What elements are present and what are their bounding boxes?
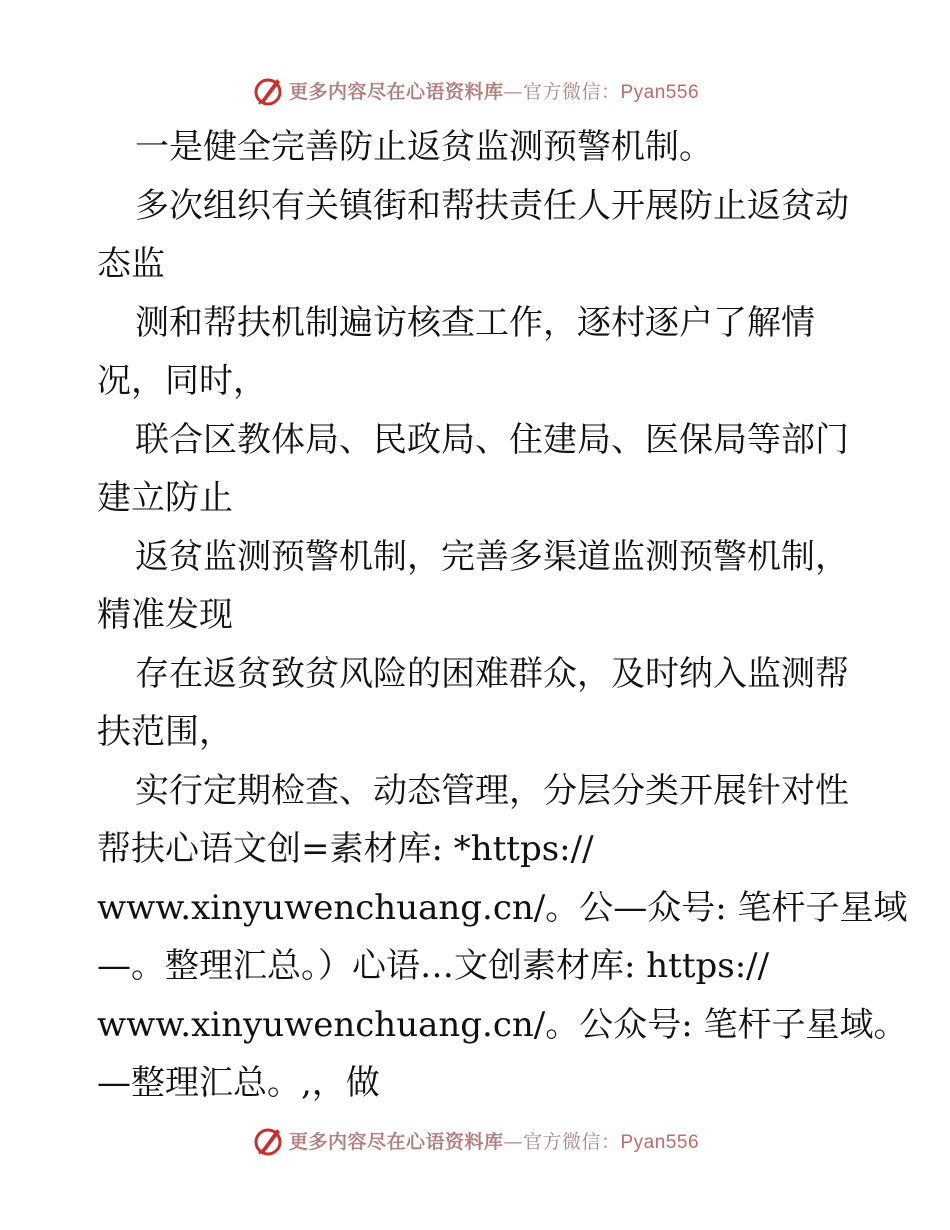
text-line: 帮扶心语文创=素材库: *https://: [97, 829, 594, 869]
banner-dash: —: [503, 1130, 523, 1153]
banner-dash: —: [503, 80, 523, 103]
text-line: 实行定期检查、动态管理，分层分类开展针对性: [135, 770, 849, 811]
text-line: 存在返贫致贫风险的困难群众，及时纳入监测帮: [135, 653, 849, 694]
text-line: 建立防止: [97, 478, 233, 518]
banner-wechat-id: Pyan556: [620, 1131, 700, 1153]
banner-text: [289, 77, 699, 104]
text-line: www.xinyuwenchuang.cn/。公—众号: 笔杆子星域: [97, 887, 908, 928]
banner-main-text: 更多内容尽在心语资料库: [288, 80, 504, 103]
text-line: 精准发现: [97, 595, 233, 635]
text-line: 多次组织有关镇街和帮扶责任人开展防止返贫动: [135, 185, 849, 226]
text-line: www.xinyuwenchuang.cn/。公众号: 笔杆子星域。: [97, 1004, 908, 1045]
text-line: 返贫监测预警机制，完善多渠道监测预警机制，: [135, 536, 849, 577]
quill-pen-logo-icon: [251, 1123, 285, 1157]
text-line: 测和帮扶机制遍访核查工作，逐村逐户了解情: [135, 302, 815, 343]
banner-wechat-id: Pyan556: [620, 81, 700, 103]
text-line: 态监: [97, 244, 165, 284]
banner-main-text: 更多内容尽在心语资料库: [288, 1130, 504, 1153]
banner-wechat-label: 官方微信：: [522, 1130, 621, 1153]
text-line: 联合区教体局、民政局、住建局、医保局等部门: [135, 419, 849, 460]
header-banner: [0, 70, 950, 110]
banner-wechat-label: 官方微信：: [522, 80, 621, 103]
text-line: 扶范围，: [97, 712, 233, 752]
text-line: —整理汇总。,，做: [97, 1063, 380, 1103]
document-body: [97, 118, 908, 1113]
text-line: 一是健全完善防止返贫监测预警机制。: [135, 127, 713, 167]
text-line: 况，同时，: [97, 361, 267, 401]
banner-text: [289, 1127, 699, 1154]
text-line: —。整理汇总。）心语…文创素材库: https://: [97, 946, 770, 986]
footer-banner: [0, 1120, 950, 1160]
quill-pen-logo-icon: [251, 73, 285, 107]
